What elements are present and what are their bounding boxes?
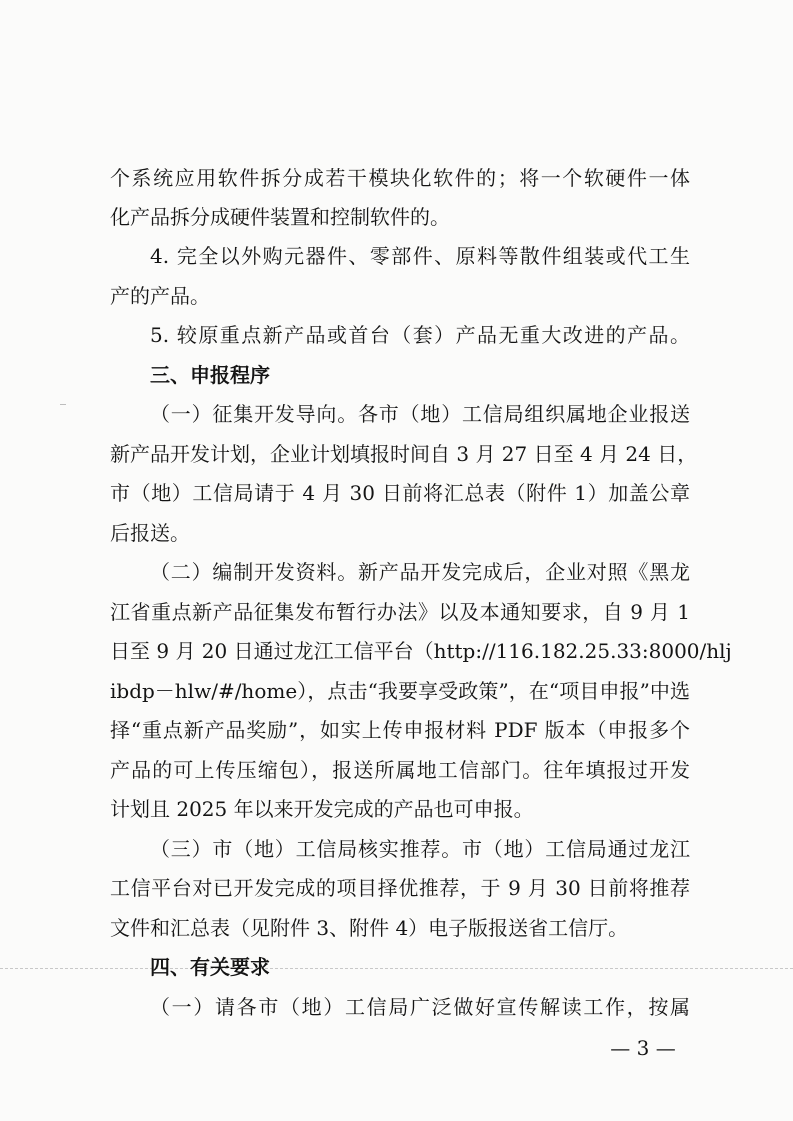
body-line: （一）征集开发导向。各市（地）工信局组织属地企业报送 <box>150 402 690 426</box>
body-line: 化产品拆分成硬件装置和控制软件的。 <box>110 205 450 229</box>
body-line: 计划且 2025 年以来开发完成的产品也可申报。 <box>110 797 534 821</box>
body-line: 产品的可上传压缩包），报送所属地工信部门。往年填报过开发 <box>110 758 690 782</box>
body-line: 江省重点新产品征集发布暂行办法》以及本通知要求，自 9 月 1 <box>110 600 690 624</box>
body-line: 4. 完全以外购元器件、零部件、原料等散件组装或代工生 <box>150 244 690 268</box>
body-line: 个系统应用软件拆分成若干模块化软件的；将一个软硬件一体 <box>110 166 690 190</box>
section-heading: 四、有关要求 <box>150 955 270 979</box>
scan-artifact <box>60 404 66 405</box>
section-heading: 三、申报程序 <box>150 363 270 387</box>
body-line: （二）编制开发资料。新产品开发完成后，企业对照《黑龙 <box>150 560 690 584</box>
body-line: 工信平台对已开发完成的项目择优推荐，于 9 月 30 日前将推荐 <box>110 876 690 900</box>
body-line: 后报送。 <box>110 521 190 545</box>
body-line: 新产品开发计划，企业计划填报时间自 3 月 27 日至 4 月 24 日， <box>110 442 698 466</box>
body-line: 择“重点新产品奖励”，如实上传申报材料 PDF 版本（申报多个 <box>110 718 690 742</box>
body-line: 5. 较原重点新产品或首台（套）产品无重大改进的产品。 <box>150 323 690 347</box>
body-line: ibdp－hlw/#/home），点击“我要享受政策”，在“项目申报”中选 <box>110 679 690 703</box>
body-line: （一）请各市（地）工信局广泛做好宣传解读工作，按属 <box>150 995 690 1019</box>
body-line: 市（地）工信局请于 4 月 30 日前将汇总表（附件 1）加盖公章 <box>110 481 690 505</box>
body-line: 日至 9 月 20 日通过龙江工信平台（http://116.182.25.33:8000/hlj <box>110 639 732 663</box>
page-number: — 3 — <box>610 1036 676 1060</box>
body-line: （三）市（地）工信局核实推荐。市（地）工信局通过龙江 <box>150 837 690 861</box>
body-line: 文件和汇总表（见附件 3、附件 4）电子版报送省工信厅。 <box>110 916 629 940</box>
body-line: 产的产品。 <box>110 284 210 308</box>
